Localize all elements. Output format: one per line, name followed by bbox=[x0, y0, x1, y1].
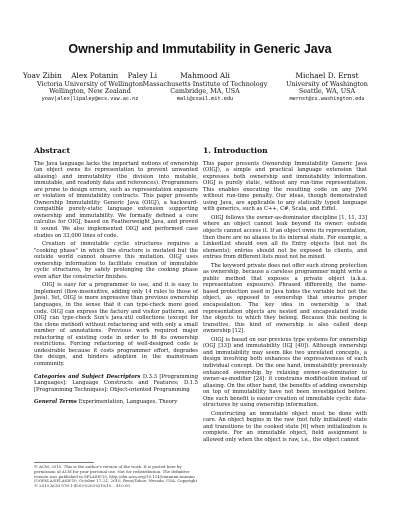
terms-text: Experimentation, Languages, Theory bbox=[78, 399, 178, 406]
abstract-paragraph: The Java language lacks the important notions of ownership (an object owns its representation to prevent unwanted aliasing) and immutability (the division into mutable, immutable, and readonly data and references). Programmers are prone to design errors, such as representation exposure or violation of immutability contracts. This paper presents Ownership Immutability Generic Java (OIGJ), a backward-compatible purely-static language extension supporting ownership and immutability. We formally defined a core calculus for OIGJ, based on Featherweight Java, and proved it sound. We also implemented OIGJ and performed case studies on 33,000 lines of code. bbox=[34, 160, 198, 239]
paper-title: Ownership and Immutability in Generic Java bbox=[68, 42, 332, 56]
author-city: Seattle, WA, USA bbox=[298, 87, 356, 96]
author-affiliation: Massachusetts Institute of Technology bbox=[142, 79, 268, 88]
general-terms bbox=[34, 399, 198, 406]
author-group-vuw bbox=[20, 72, 160, 103]
abstract-heading: Abstract bbox=[34, 146, 71, 155]
intro-paragraph: This paper presents Ownership Immutability Generic Java (OIGJ), a simple and practical language extension that expresses both ownership and immutability information. OIGJ is purely static, without any run-time representation. This enables executing the resulting code on any JVM without run-time penalty. Our ideas, though demonstrated using Java, are applicable to any statically typed language with generics, such as C++, C#, Scala, and Eiffel. bbox=[203, 160, 367, 213]
author-affiliation: Victoria University of Wellington bbox=[37, 79, 143, 88]
author-names: Yoav Zibin Alex Potanin Paley Li bbox=[22, 71, 158, 80]
intro-paragraph: OIGJ follows the owner-as-dominator discipline [1, 11, 33] where an object cannot leak beyond its owner: outside objects cannot access it. If an object owns its representation, then there are no aliases to its internal state. For example, a LinkedList should own all its Entry objects (but not its elements); entries should not be exposed to clients, and entries from different lists must not be mixed. bbox=[203, 214, 367, 261]
abstract-paragraph: OIGJ is easy for a programmer to use, and it is easy to implement (flow-insensitive, adding only 14 rules to those of Java). Yet, OIGJ is more expressive than previous ownership languages, in the sense that it can type-check more good code. OIGJ can express the factory and visitor patterns, and OIGJ can type-check Sun's java.util collections (except for the clone method) without refactoring and with only a small number of annotations. Previous work required major refactoring of existing code in order to fit its ownership restrictions. Forcing refactoring of well-designed code is undesirable because it costs programmer effort, degrades the design, and hinders adoption in the mainstream community. bbox=[34, 282, 198, 367]
categories-text: D.3.3 [Programming Languages]: Language Constructs and Features; D.1.5 [Programming Techniques]: Object-oriented Programming bbox=[34, 373, 199, 393]
categories-label: Categories and Subject Descriptors bbox=[34, 373, 141, 380]
author-city: Wellington, New Zealand bbox=[49, 87, 131, 96]
abstract-column bbox=[34, 148, 198, 408]
author-city: Cambridge, MA, USA bbox=[170, 87, 240, 96]
intro-paragraph: OIGJ is based on our previous type systems for ownership (OGJ [33]) and immutability (IGJ [40]). Although ownership and immutability may seem like two unrelated concepts, a design involving both enhances the expressiveness of each individual concept. On the one hand, immutability previously enhanced ownership by relaxing owner-as-dominator to owner-as-modifier [24]: it constrains modification instead of aliasing. On the other hand, the benefits of adding ownership on top of immutability have not been investigated before. One such benefit is easier creation of immutable cyclic data-structures by using ownership information. bbox=[203, 336, 367, 409]
author-names: Michael D. Ernst bbox=[295, 71, 359, 80]
categories bbox=[34, 374, 198, 394]
author-email: mernst@cs.washington.edu bbox=[289, 95, 365, 102]
intro-paragraph: The keyword private does not offer such strong protection as ownership, because a careless programmer might write a public method that exposes a private object (a.k.a. representation exposure). Phrased differently, the name-based protection used in Java hides the variable but not the object, as opposed to ownership that ensures proper encapsulation. The key idea in ownership is that representation objects are nested and encapsulated inside the objects to which they belong. Because this nesting is transitive, this kind of ownership is also called deep ownership [12]. bbox=[203, 262, 367, 335]
author-names: Mahmood Ali bbox=[180, 71, 230, 80]
terms-label: General Terms bbox=[34, 399, 77, 406]
author-email: mali@csail.mit.edu bbox=[176, 95, 234, 102]
author-affiliation: University of Washington bbox=[286, 79, 368, 88]
author-group-mit bbox=[140, 72, 270, 103]
author-group-uw bbox=[262, 72, 392, 103]
abstract-paragraph: Creation of immutable cyclic structures requires a "cooking phase" in which the structure is mutated but the outside world cannot observe this mutation. OIGJ uses ownership information to facilitate creation of immutable cyclic structures, by safely prolonging the cooking phase even after the constructor finishes. bbox=[34, 241, 198, 280]
copyright-footnote bbox=[34, 462, 198, 489]
author-email: yoav|alex|lipaley@ecs.vuw.ac.nz bbox=[41, 95, 139, 102]
footnote-rule bbox=[34, 462, 94, 463]
footnote-text: © ACM, 2010. This is the author's version of the work. It is posted here by permission of ACM for your personal use. Not for redistribution. The definitive version was published in SPLASH'10, http://doi.acm.org/10.1145/nnnnnn.nnnnnn (OOPSLA/SPLASH'10, October 17–21, 2010, Reno/Tahoe, Nevada, USA. Copyright © 2010 ACM 978-1-4503-0203-6/10/10... $10.00 bbox=[34, 464, 198, 489]
intro-paragraph: Constructing an immutable object must be done with care. An object begins in the raw (not fully initialized) state and transitions to the cooked state [6] when initialization is complete. For an immutable object, field assignment is allowed only when the object is raw, i.e., the object cannot bbox=[203, 410, 367, 443]
intro-heading: 1. Introduction bbox=[203, 146, 268, 155]
introduction-column bbox=[203, 148, 367, 446]
